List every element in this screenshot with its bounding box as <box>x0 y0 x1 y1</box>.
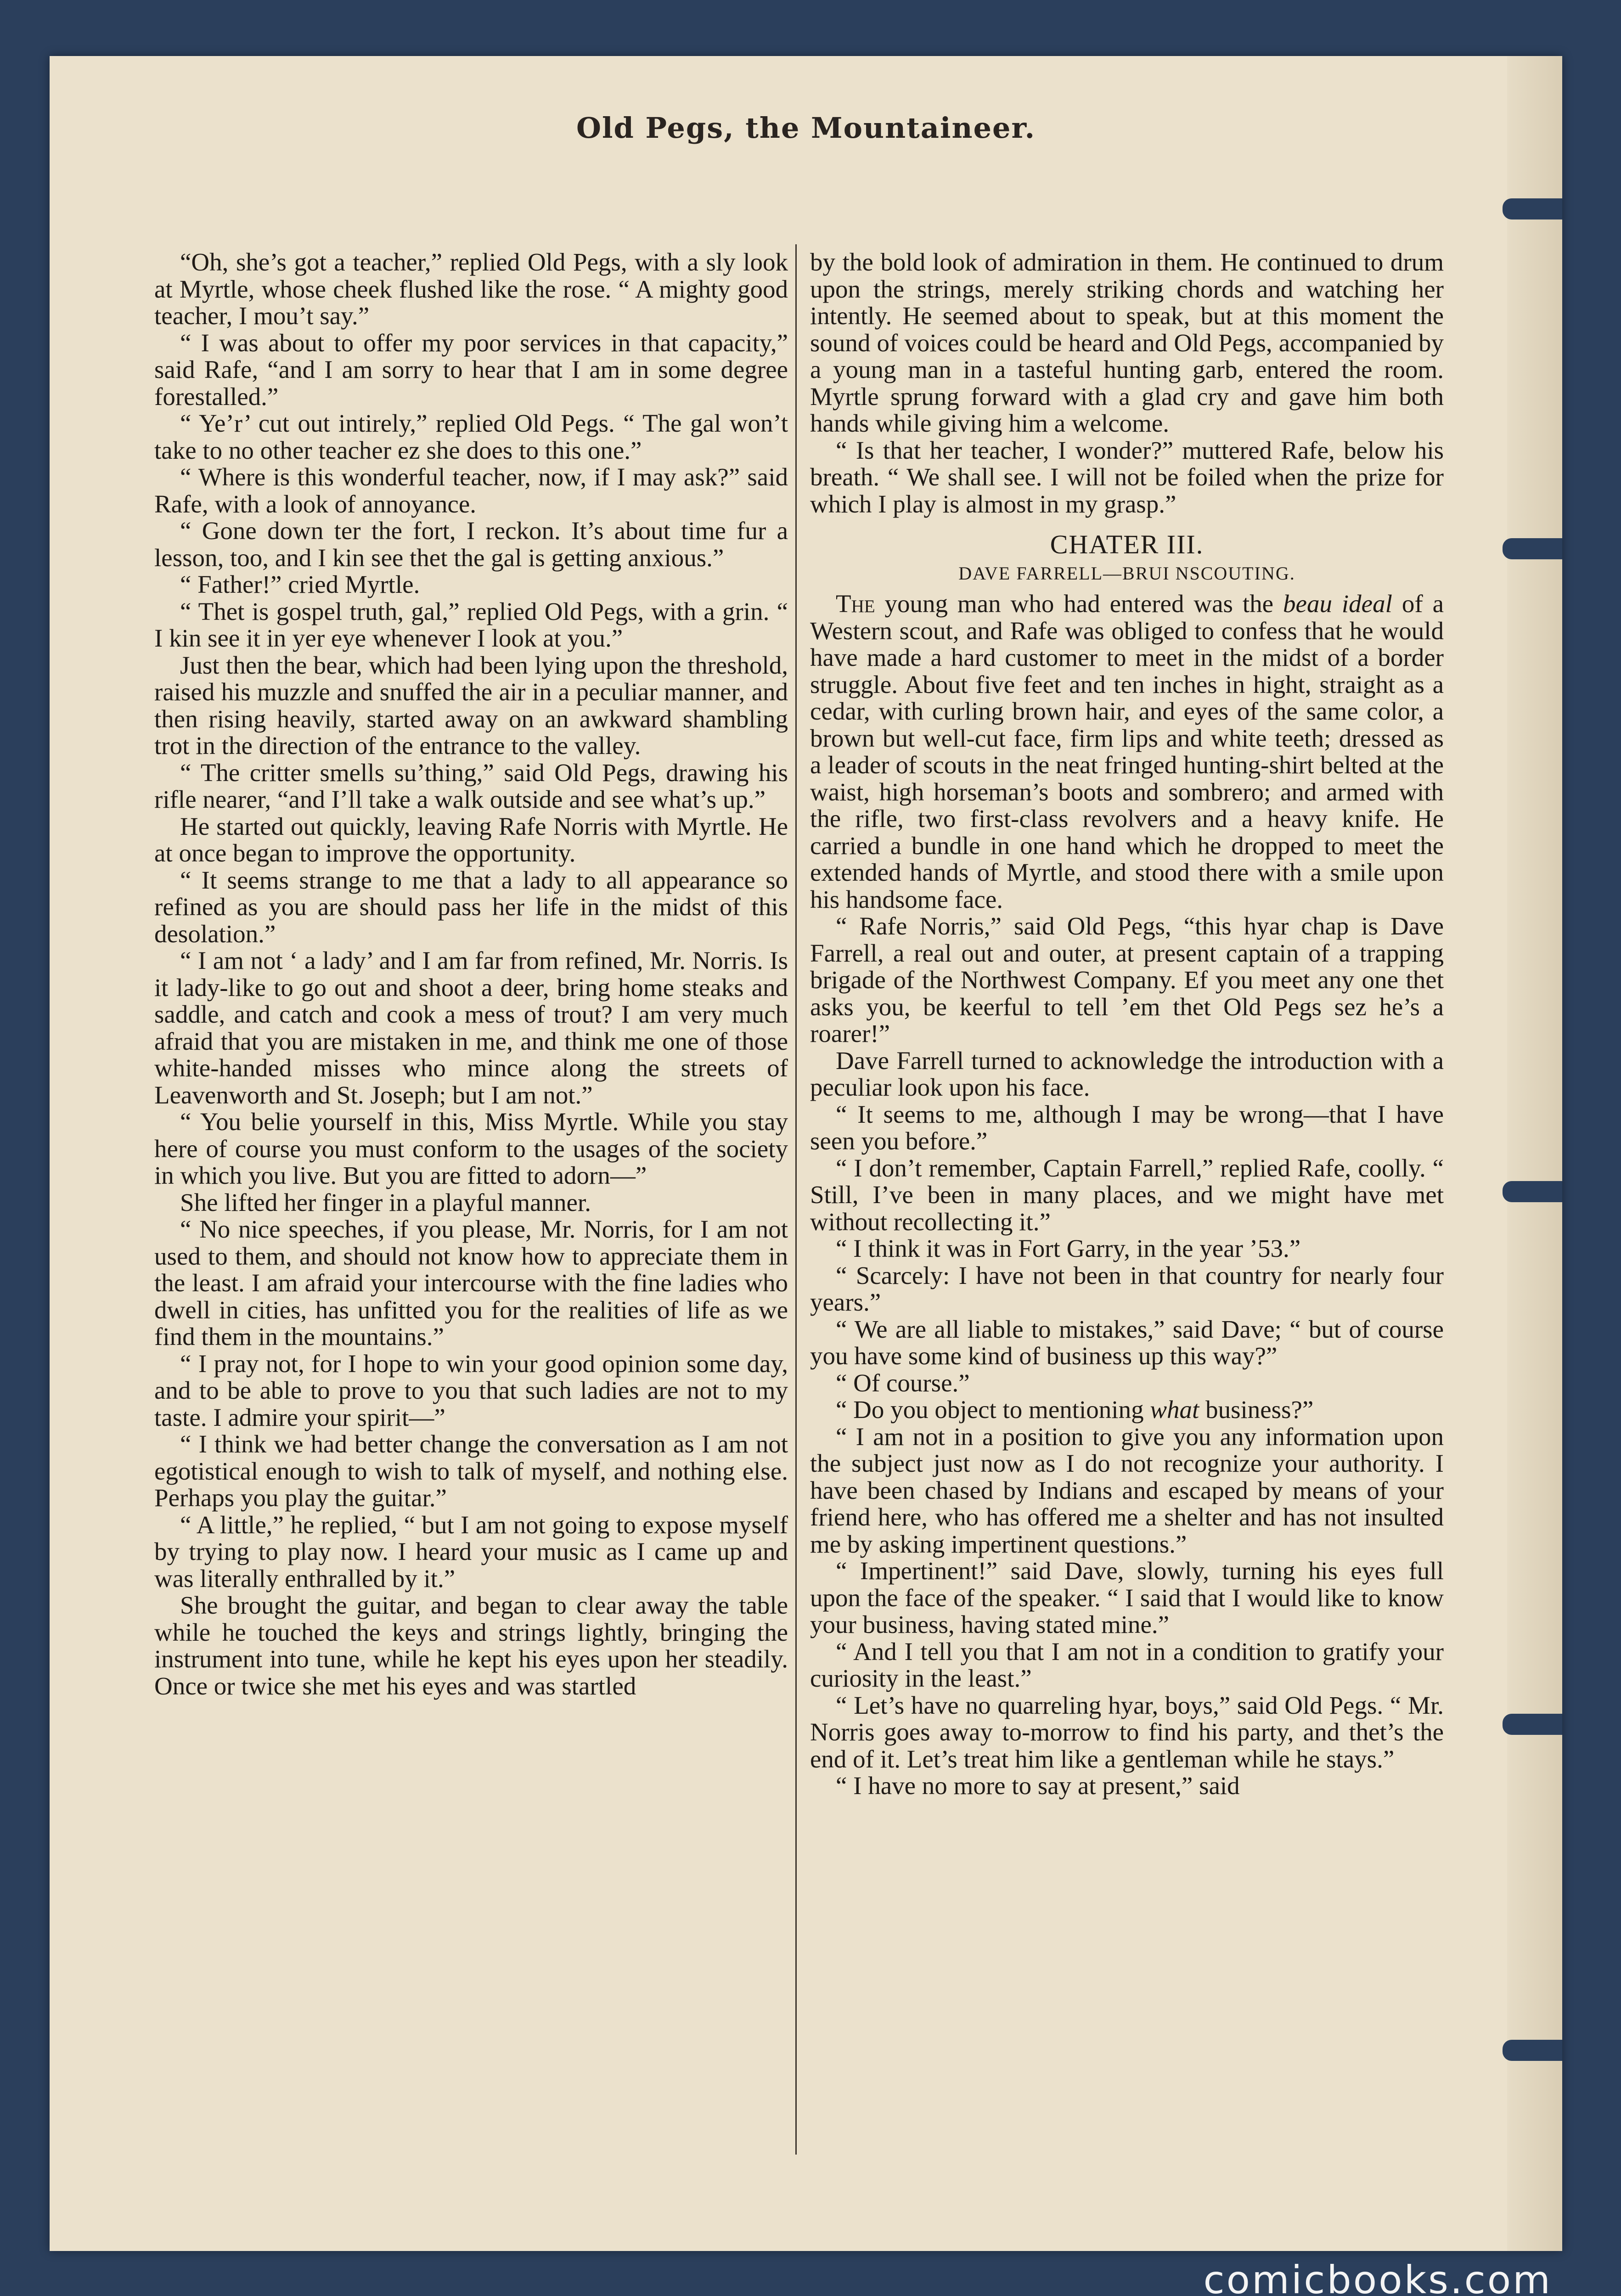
paragraph: “ And I tell you that I am not in a condition to gratify your curiosity in the least.” <box>810 1637 1444 1692</box>
page-gutter <box>1507 56 1562 2251</box>
right-column <box>810 249 1444 1800</box>
paragraph: “ We are all liable to mistakes,” said Dave; “ but of course you have some kind of business up this way?” <box>810 1315 1444 1370</box>
paragraph: “ I am not ‘ a lady’ and I am far from refined, Mr. Norris. Is it lady-like to go out and shoot a deer, bring home steaks and saddle, and catch and cook a mess of trout? I am very much afraid that you are mistaken in me, and think me one of those white-handed misses who mince along the streets of Leavenworth and St. Joseph; but I am not.” <box>154 946 788 1109</box>
lead-word: The <box>836 590 875 618</box>
watermark: comicbooks.com <box>1203 2257 1552 2296</box>
binding-staple-mark <box>1503 198 1562 219</box>
paragraph: “ Where is this wonderful teacher, now, if I may ask?” said Rafe, with a look of annoyance. <box>154 463 788 518</box>
paragraph: “ It seems to me, although I may be wrong—that I have seen you before.” <box>810 1100 1444 1155</box>
paragraph: She brought the guitar, and began to clear away the table while he touched the keys and strings lightly, bringing the instrument into tune, while he kept his eyes upon her steadily. Once or twice she met his eyes and was startled <box>154 1591 788 1700</box>
paragraph: “Oh, she’s got a teacher,” replied Old Pegs, with a sly look at Myrtle, whose cheek flushed like the rose. “ A mighty good teacher, I mou’t say.” <box>154 248 788 330</box>
paragraph: “ I have no more to say at present,” said <box>836 1772 1240 1800</box>
paragraph: by the bold look of admiration in them. He continued to drum upon the strings, merely striking chords and watching her intently. He seemed about to speak, but at this moment the sound of voices could be heard and Old Pegs, accompanied by a young man in a tasteful hunting garb, entered the room. Myrtle sprung forward with a glad cry and gave him both hands while giving him a welcome. <box>810 248 1444 437</box>
text-run: of a Western scout, and Rafe was obliged to confess that he would have made a hard customer to meet in the midst of a border struggle. About five feet and ten inches in hight, straight as a cedar, with curling brown hair, and eyes of the same color, a brown but well-cut face, firm lips and white teeth; dressed as a leader of scouts in the neat fringed hunting-shirt belted at the waist, high horseman’s boots and sombrero; and armed with the rifle, two first-class revolvers and a heavy knife. He carried a bundle in one hand which he dropped to meet the extended hands of Myrtle, and stood there with a smile upon his handsome face. <box>810 590 1444 913</box>
paragraph: Dave Farrell turned to acknowledge the introduction with a peculiar look upon his face. <box>810 1046 1444 1101</box>
chapter-opening-paragraph <box>810 591 1444 913</box>
chapter-subtitle: DAVE FARRELL—BRUI NSCOUTING. <box>958 563 1295 584</box>
paragraph: “ Is that her teacher, I wonder?” muttered Rafe, below his breath. “ We shall see. I will not be foiled when the prize for which I play is almost in my grasp.” <box>810 436 1444 518</box>
paragraph: He started out quickly, leaving Rafe Norris with Myrtle. He at once began to improve the opportunity. <box>154 812 788 867</box>
paragraph: She lifted her finger in a playful manner. <box>180 1188 591 1216</box>
paragraph: “ I think it was in Fort Garry, in the year ’53.” <box>836 1234 1301 1262</box>
paragraph: “ I think we had better change the conversation as I am not egotistical enough to wish to talk of myself, and nothing else. Perhaps you play the guitar.” <box>154 1430 788 1512</box>
paragraph: “ Father!” cried Myrtle. <box>180 570 420 598</box>
text-run: “ Do you object to mentioning <box>836 1396 1150 1424</box>
column-divider <box>795 244 797 2155</box>
left-column <box>154 249 788 1699</box>
paragraph: “ I am not in a position to give you any information upon the subject just now as I do not recognize your authority. I have been chased by Indians and escaped by means of your friend here, who has offered me a shelter and has not insulted me by asking impertinent questions.” <box>810 1422 1444 1558</box>
paragraph: “ Scarcely: I have not been in that country for nearly four years.” <box>810 1261 1444 1316</box>
binding-staple-mark <box>1503 2040 1562 2061</box>
paragraph: “ Let’s have no quarreling hyar, boys,” said Old Pegs. “ Mr. Norris goes away to-morrow to find his party, and thet’s the end of it. Let’s treat him like a gentleman while he stays.” <box>810 1691 1444 1773</box>
paragraph: Just then the bear, which had been lying upon the threshold, raised his muzzle and snuffed the air in a peculiar manner, and then rising heavily, started away on an awkward shambling trot in the direction of the entrance to the valley. <box>154 651 788 760</box>
magazine-page <box>50 56 1562 2251</box>
page-header: Old Pegs, the Mountaineer. <box>576 111 1036 145</box>
paragraph: “ I don’t remember, Captain Farrell,” replied Rafe, coolly. “ Still, I’ve been in many places, and we might have met without recollecting it.” <box>810 1154 1444 1236</box>
paragraph: “ Ye’r’ cut out intirely,” replied Old Pegs. “ The gal won’t take to no other teacher ez she does to this one.” <box>154 409 788 464</box>
italic-text: what <box>1150 1396 1199 1424</box>
binding-staple-mark <box>1503 1714 1562 1735</box>
binding-staple-mark <box>1503 1181 1562 1202</box>
paragraph: “ You belie yourself in this, Miss Myrtle. While you stay here of course you must conform to the usages of the society in which you live. But you are fitted to adorn—” <box>154 1108 788 1189</box>
paragraph: “ Impertinent!” said Dave, slowly, turning his eyes full upon the face of the speaker. “ I said that I would like to know your business, having stated mine.” <box>810 1557 1444 1638</box>
paragraph: “ Rafe Norris,” said Old Pegs, “this hyar chap is Dave Farrell, a real out and outer, at present captain of a trapping brigade of the Northwest Company. Ef you meet any one thet asks you, be keerful to tell ’em thet Old Pegs sez he’s a roarer!” <box>810 912 1444 1047</box>
paragraph: “ Thet is gospel truth, gal,” replied Old Pegs, with a grin. “ I kin see it in yer eye whenever I look at you.” <box>154 597 788 652</box>
paragraph: “ I pray not, for I hope to win your good opinion some day, and to be able to prove to you that such ladies are not to my taste. I admire your spirit—” <box>154 1349 788 1431</box>
paragraph: “ The critter smells su’thing,” said Old Pegs, drawing his rifle nearer, “and I’ll take a walk outside and see what’s up.” <box>154 758 788 813</box>
chapter-title: CHATER III. <box>1050 529 1204 559</box>
paragraph: “ No nice speeches, if you please, Mr. Norris, for I am not used to them, and should not know how to appreciate them in the least. I am afraid your intercourse with the fine ladies who dwell in cities, has unfitted you for the realities of life as we find them in the mountains.” <box>154 1215 788 1351</box>
paragraph: “ Gone down ter the fort, I reckon. It’s about time fur a lesson, too, and I kin see thet the gal is getting anxious.” <box>154 517 788 572</box>
paragraph <box>810 1396 1444 1424</box>
paragraph: “ I was about to offer my poor services in that capacity,” said Rafe, “and I am sorry to hear that I am in some degree forestalled.” <box>154 328 788 411</box>
italic-text: beau ideal <box>1283 590 1392 618</box>
paragraph: “ It seems strange to me that a lady to all appearance so refined as you are should pass her life in the midst of this desolation.” <box>154 866 788 948</box>
text-run: young man who had entered was the <box>875 590 1283 618</box>
paragraph: “ A little,” he replied, “ but I am not going to expose myself by trying to play now. I heard your music as I came up and was literally enthralled by it.” <box>154 1510 788 1593</box>
text-run: business?” <box>1199 1396 1314 1424</box>
binding-staple-mark <box>1503 538 1562 559</box>
paragraph: “ Of course.” <box>836 1368 970 1397</box>
